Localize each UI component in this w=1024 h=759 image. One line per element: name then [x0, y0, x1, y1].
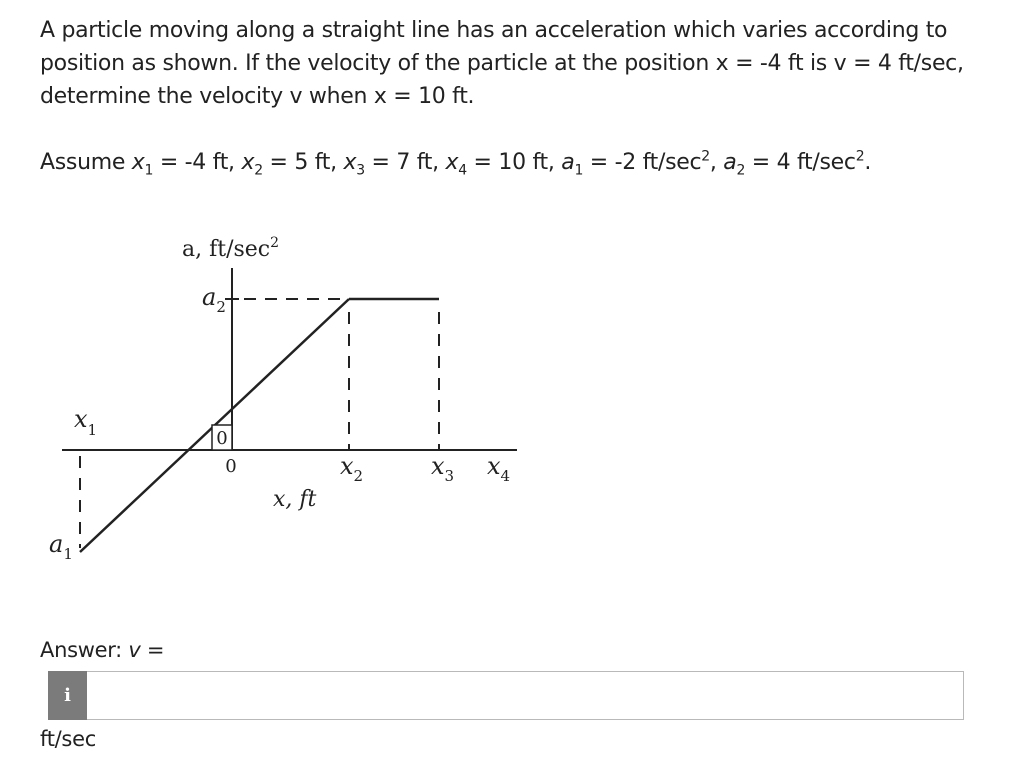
x4-label: $x_4$: [487, 452, 511, 485]
x3-label: $x_3$: [431, 452, 455, 485]
origin-box-label: 0: [216, 428, 228, 449]
assumption-statement: Assume $x_1 = -4$ ft, $x_2 = 5$ ft, $x_3 = 7$ ft, $x_4 = 10$ ft, $a_1 = -2$ $ft/\sec^2$, $a_2 = 4$ $ft/\sec^2$.: [40, 148, 872, 179]
answer-input[interactable]: [87, 671, 964, 720]
answer-unit: ft/sec: [40, 727, 96, 751]
info-icon[interactable]: i: [48, 671, 87, 720]
problem-statement: A particle moving along a straight line has an acceleration which varies according to position as shown. If the velocity of the particle at the position x = -4 ft is v = 4 ft/sec, determine the velocity v when x = 10 ft.: [40, 18, 964, 109]
a1-label: $a_1$: [49, 530, 73, 563]
origin-label: 0: [225, 456, 237, 477]
answer-input-row: [48, 671, 964, 720]
x1-label: $x_1$: [74, 405, 98, 439]
x-axis-title: x, ft: [273, 487, 317, 512]
a2-label: $a_2$: [202, 283, 226, 316]
x2-label: $x_2$: [340, 452, 364, 485]
y-axis-title: a, $ft/\sec^2$: [182, 235, 280, 262]
acceleration-position-diagram: [0, 220, 560, 590]
answer-label: Answer: v =: [40, 638, 165, 662]
